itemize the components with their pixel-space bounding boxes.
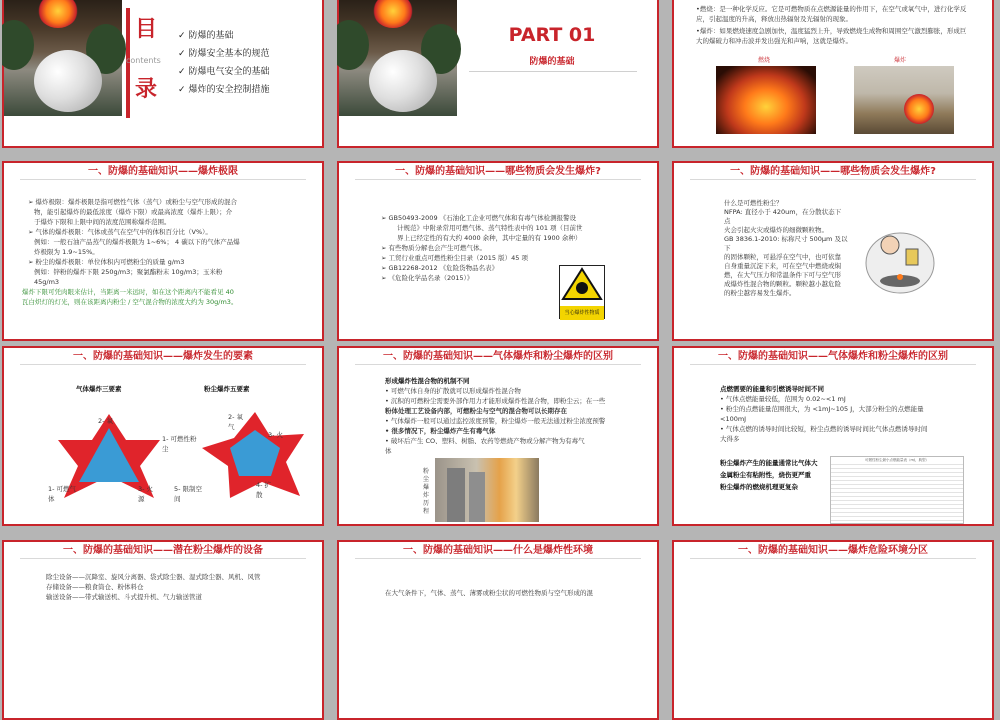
list-item: ➢ GB50493-2009 《石油化工企业可燃气体和有毒气体检测报警设 bbox=[381, 214, 577, 222]
list-item: 大得多 bbox=[720, 435, 740, 443]
energy-table bbox=[830, 456, 964, 524]
text-line: 点 bbox=[724, 217, 731, 225]
gas-title: 气体爆炸三要素 bbox=[76, 385, 122, 393]
toc-label: 防爆安全基本的规范 bbox=[188, 49, 270, 59]
slide-thumb-difference-energy[interactable] bbox=[672, 346, 994, 526]
list-item: • 粉尘的点燃能量范围很大，为 <1mJ~105 J，大部分粉尘的点燃能量 bbox=[720, 405, 924, 413]
slide-heading: 一、防爆的基础知识——哪些物质会发生爆炸? bbox=[395, 166, 601, 177]
list-item: • 沉积的可燃粉尘需要外部作用力才能形成爆炸性混合物，即粉尘云；在一些 bbox=[385, 397, 606, 405]
slide-heading: 一、防爆的基础知识——气体爆炸和粉尘爆炸的区别 bbox=[718, 351, 948, 362]
slide-thumb-explosion-elements[interactable] bbox=[2, 346, 324, 526]
toc-label: 爆炸的安全控制措施 bbox=[188, 85, 270, 95]
silo-explosion-photo bbox=[435, 458, 539, 522]
text-line: 的粉尘越容易发生爆炸。 bbox=[724, 289, 796, 297]
list-item: • 气体点燃的诱导时间比较短，粉尘点燃的诱导时间比气体点燃诱导时间 bbox=[720, 425, 928, 433]
text-line: 下 bbox=[724, 244, 731, 252]
factory-photo bbox=[339, 0, 457, 116]
slide-heading: 一、防爆的基础知识——爆炸危险环境分区 bbox=[738, 545, 928, 556]
label-explode: 爆炸 bbox=[894, 57, 907, 64]
slide-thumb-dust[interactable] bbox=[672, 161, 994, 341]
text-line: ➢ 粉尘的爆炸极限：单位体积内可燃粉尘的质量 g/m3 bbox=[28, 258, 185, 266]
green-note-line: 瓦白炽灯的灯光，则在该距离内粉尘 / 空气混合物的浓度大约为 30g/m3。 bbox=[22, 298, 238, 306]
check-icon: ✓ bbox=[178, 85, 186, 95]
storage-sphere-icon bbox=[34, 50, 102, 112]
text-line: ➢ 爆炸极限：爆炸极限是指可燃性气体（蒸气）或粉尘与空气形成的混合 bbox=[28, 198, 238, 206]
text-line: 于爆炸下限和上限中间的浓度范围称爆炸范围。 bbox=[34, 218, 171, 226]
slide-thumb-explosion-limits[interactable] bbox=[2, 161, 324, 341]
dust-label-space: 5- 限制空 bbox=[174, 485, 203, 493]
toc-item-2[interactable] bbox=[178, 48, 270, 60]
toc-label: 防爆的基础 bbox=[188, 31, 234, 41]
slide-thumb-hazard-zones[interactable] bbox=[672, 540, 994, 720]
toc-label: 防爆电气安全的基础 bbox=[188, 67, 270, 77]
bold-note-1: 粉尘爆炸产生的能量通常比气体大 bbox=[720, 459, 818, 467]
text-line: 的固体颗粒，可悬浮在空气中，也可依靠 bbox=[724, 253, 841, 261]
part-number: PART 01 bbox=[508, 24, 596, 46]
slide-thumb-explosive-environment[interactable] bbox=[337, 540, 659, 720]
label-burn: 燃烧 bbox=[758, 57, 771, 64]
heading-underline bbox=[690, 179, 976, 180]
text-line: 燃，在大气压力和常温条件下可与空气形 bbox=[724, 271, 841, 279]
slide-thumb-dust-equipment[interactable] bbox=[2, 540, 324, 720]
heading-underline bbox=[355, 364, 641, 365]
gas-label-dust-2: 尘 bbox=[162, 445, 169, 453]
heading-underline bbox=[20, 364, 306, 365]
heading-underline bbox=[355, 558, 641, 559]
slide-heading: 一、防爆的基础知识——爆炸极限 bbox=[88, 166, 238, 177]
dust-definition bbox=[724, 199, 874, 298]
gas-label-fuel: 1- 可燃气 bbox=[48, 485, 77, 493]
burning-photo bbox=[716, 66, 816, 134]
energy-list bbox=[720, 394, 990, 444]
text-line: 45g/m3 bbox=[34, 278, 60, 286]
explosion-flash-icon bbox=[904, 94, 934, 124]
slide-heading: 一、防爆的基础知识——什么是爆炸性环境 bbox=[403, 545, 593, 556]
list-item: 界上已经定性的有大约 4000 余种，其中定量的有 1900 余种） bbox=[397, 234, 582, 242]
list-item: ➢ 有些物质分解也会产生可燃气体。 bbox=[381, 244, 487, 252]
heading-underline bbox=[690, 364, 976, 365]
text-line: 成爆炸性混合物的颗粒。颗粒越小越危险 bbox=[724, 280, 841, 288]
vertical-label: 粉尘爆炸历程 bbox=[423, 468, 430, 515]
green-note-line: 爆炸下限可凭肉眼来估计，当距离一米远时，如在这个距离内不能看见 40 bbox=[22, 288, 234, 296]
sub-heading: 点燃需要的能量和引燃诱导时间不同 bbox=[720, 385, 824, 393]
silo-shape bbox=[447, 468, 465, 522]
slide-thumb-contents[interactable] bbox=[2, 0, 324, 148]
check-icon: ✓ bbox=[178, 31, 186, 41]
warning-triangle-icon bbox=[560, 266, 604, 302]
gas-label-fire-2: 源 bbox=[138, 495, 145, 503]
heading-underline bbox=[355, 179, 641, 180]
table-caption: 可燃性粉尘最小点燃能量表（mJ，典型） bbox=[831, 457, 963, 463]
gas-label-fuel-2: 体 bbox=[48, 495, 55, 503]
sub-heading: 形成爆炸性混合物的机制不同 bbox=[385, 377, 470, 385]
dust-title: 粉尘爆炸五要素 bbox=[204, 385, 250, 393]
text-line: 火会引起火灾或爆炸的细微颗粒物。 bbox=[724, 226, 828, 234]
gas-label-dust: 1- 可燃性粉 bbox=[162, 435, 197, 443]
factory-photo bbox=[4, 0, 122, 116]
sign-label: 当心爆炸性物质 bbox=[560, 306, 604, 320]
difference-list bbox=[385, 386, 651, 456]
dust-label-spread-2: 散 bbox=[256, 491, 263, 499]
title-char-lu: 录 bbox=[135, 77, 158, 102]
dust-label-fire: 3- 火 bbox=[268, 431, 284, 439]
text-line: NFPA: 直径小于 420um，在分散状态下 bbox=[724, 208, 842, 216]
limit-text bbox=[22, 197, 312, 307]
part-subtitle: 防爆的基础 bbox=[529, 57, 575, 67]
toc-item-4[interactable] bbox=[178, 84, 270, 96]
text-line: 自身重量沉淀下来，可在空气中燃烧或焖 bbox=[724, 262, 841, 270]
dust-label-oxygen: 2- 氧 bbox=[228, 413, 244, 421]
list-item: 除尘设备——沉降室、旋风分离器、袋式除尘器、湿式除尘器、风机、风管 bbox=[46, 573, 261, 581]
heading-underline bbox=[20, 558, 306, 559]
toc-item-1[interactable] bbox=[178, 30, 234, 42]
list-item: 计规范》中附录常用可燃气体、蒸气特性表中的 101 项（目前世 bbox=[397, 224, 583, 232]
slide-thumb-part01[interactable] bbox=[337, 0, 659, 148]
bold-note-3: 粉尘爆炸的燃烧机理更复杂 bbox=[720, 483, 798, 491]
slide-thumb-difference-mechanism[interactable] bbox=[337, 346, 659, 526]
tree-shape bbox=[2, 20, 34, 70]
dust-pentagon-diagram bbox=[200, 410, 310, 500]
tree-shape bbox=[337, 20, 369, 70]
slide-thumb-substances[interactable] bbox=[337, 161, 659, 341]
dust-label-space-2: 间 bbox=[174, 495, 181, 503]
text-line: 例如：锌粉的爆炸下限 250g/m3；聚氯酯粉末 10g/m3；玉米粉 bbox=[34, 268, 223, 276]
list-item: ➢ 工贸行业重点可燃性粉尘目录（2015 版）45 项 bbox=[381, 254, 528, 262]
fire-icon bbox=[373, 0, 413, 28]
list-item: • 很多情况下，粉尘爆炸产生有毒气体 bbox=[385, 427, 496, 435]
text-line: 例如：一般石油产品蒸气的爆炸极限为 1~6%； 4 碳以下的气体产品爆 bbox=[34, 238, 240, 246]
dust-label-spread: 4- 扩 bbox=[256, 481, 272, 489]
list-item: ➢ 《危险化学品名录（2015）》 bbox=[381, 274, 474, 282]
list-item: • 气体爆炸一般可以通过监控浓度预警，粉尘爆炸一般无法通过粉尘浓度预警 bbox=[385, 417, 606, 425]
text-line: ➢ 气体的爆炸极限：气体或蒸气在空气中的体积百分比（V%）。 bbox=[28, 228, 212, 236]
list-item: 粉体处理工艺设备内部，可燃粉尘与空气的混合物可以长期存在 bbox=[385, 407, 567, 415]
dust-cooking-illustration bbox=[862, 219, 938, 299]
toc-item-3[interactable] bbox=[178, 66, 270, 78]
title-char-mu: 目 bbox=[135, 17, 158, 42]
contents-label: contents bbox=[126, 56, 161, 65]
list-item: • 可燃气体自身的扩散就可以形成爆炸性混合物 bbox=[385, 387, 521, 395]
heading-underline bbox=[20, 179, 306, 180]
environment-text: 在大气条件下，气体、蒸气、薄雾或粉尘状的可燃性物质与空气形成的混 bbox=[385, 589, 593, 597]
explosion-photo bbox=[854, 66, 954, 134]
check-icon: ✓ bbox=[178, 49, 186, 59]
storage-sphere-icon bbox=[369, 50, 437, 112]
text-line: GB 3836.1-2010: 标称尺寸 500μm 及以 bbox=[724, 235, 848, 243]
explosive-warning-sign bbox=[559, 265, 605, 319]
slide-heading: 一、防爆的基础知识——爆炸发生的要素 bbox=[73, 351, 253, 362]
list-item: • 破坏后产生 CO、塑料、树脂、农药等燃烧产物或分解产物为有毒气 bbox=[385, 437, 585, 445]
slide-thumb-combustion[interactable] bbox=[672, 0, 994, 148]
combustion-definition: •燃烧：是一种化学反应。它是可燃物质在点燃源能量的作用下，在空气或氧气中，进行化学反应，引起温度的升高，释放出热辐射及光辐射的现象。 bbox=[696, 5, 967, 23]
list-item: 输送设备——带式输送机、斗式提升机、气力输送管道 bbox=[46, 593, 202, 601]
dust-label-oxygen-2: 气 bbox=[228, 423, 235, 431]
divider bbox=[469, 71, 637, 72]
explosion-definition: •爆炸：如果燃烧速度急剧加快，温度猛烈上升，导致燃烧生成物和周围空气激烈膨胀，形成巨大的爆破力和冲击波并发出强光和声响，这就是爆炸。 bbox=[696, 27, 967, 45]
silo-shape bbox=[469, 472, 485, 522]
list-item: ➢ GB12268-2012 《危险货物品名表》 bbox=[381, 264, 499, 272]
list-item: <100mJ bbox=[720, 415, 747, 423]
gas-label-fire: 3- 火 bbox=[138, 485, 154, 493]
slide-heading: 一、防爆的基础知识——气体爆炸和粉尘爆炸的区别 bbox=[383, 351, 613, 362]
list-item: 体 bbox=[385, 447, 392, 455]
list-item: 存储设备——粮食筒仓、粉体料仓 bbox=[46, 583, 144, 591]
text-line: 物，能引起爆炸的最低浓度（爆炸下限）或最高浓度（爆炸上限）；介 bbox=[34, 208, 233, 216]
heading-underline bbox=[690, 558, 976, 559]
slide-heading: 一、防爆的基础知识——哪些物质会发生爆炸? bbox=[730, 166, 936, 177]
equipment-list bbox=[46, 572, 316, 602]
gas-label-oxygen: 2- 氧 bbox=[98, 417, 114, 425]
list-item: • 气体点燃能量较低，范围为 0.02~<1 mJ bbox=[720, 395, 846, 403]
slide-heading: 一、防爆的基础知识——潜在粉尘爆炸的设备 bbox=[63, 545, 263, 556]
fire-icon bbox=[38, 0, 78, 28]
bold-note-2: 金属粉尘有粘附性，烧伤更严重 bbox=[720, 471, 811, 479]
text-line: 什么是可燃性粉尘？ bbox=[724, 199, 783, 207]
check-icon: ✓ bbox=[178, 67, 186, 77]
text-line: 炸极限为 1.9~15%。 bbox=[34, 248, 99, 256]
